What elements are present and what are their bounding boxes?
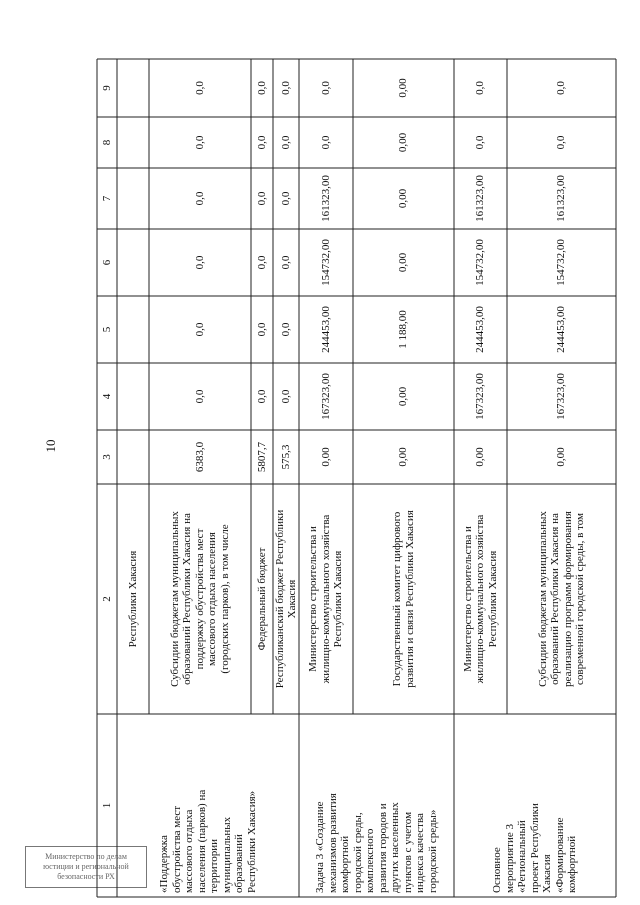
value-cell: 1 188,00 [397, 310, 410, 349]
value-cell: 0,00 [474, 447, 487, 467]
value-cell: 0,00 [397, 386, 410, 407]
value-cell: 0,0 [474, 81, 487, 95]
value-cell: 0,00 [397, 252, 410, 273]
source-cell: Республиканский бюджет Республики Хакасия [273, 509, 298, 689]
budget-table [97, 59, 616, 897]
row-label: Основное мероприятие 3 «Региональный проект Республики Хакасия «Формирование комфортной [491, 803, 579, 893]
source-cell: Субсидии бюджетам муниципальных образований Республики Хакасия на поддержку обустройства мест массового отдыха населения (городских парков), в том числе [168, 511, 231, 687]
value-cell: 161323,00 [319, 175, 332, 222]
row-label: «Поддержка обустройства мест массового отдыха населения (парков) на территории муниципальных образований Республики Хакасия» [158, 789, 258, 893]
stamp-line: юстиции и региональной [43, 862, 129, 871]
value-cell: 0,0 [255, 191, 268, 206]
stamp-line: безопасности РХ [57, 872, 115, 881]
value-cell [117, 59, 149, 117]
value-cell: 0,0 [474, 135, 487, 150]
value-cell [117, 117, 149, 168]
source-cell: Федеральный бюджет [255, 547, 268, 651]
source-cell: Республики Хакасия [126, 550, 139, 648]
column-number-9: 9 [100, 85, 113, 91]
value-cell: 244453,00 [319, 306, 332, 353]
value-cell: 6383,0 [193, 441, 206, 473]
value-cell: 244453,00 [555, 306, 568, 353]
value-cell: 0,0 [279, 191, 292, 206]
stamp-line: Министерство по делам [45, 852, 127, 861]
value-cell [117, 229, 149, 296]
value-cell: 0,0 [193, 191, 206, 206]
value-cell: 0,0 [193, 81, 206, 95]
value-cell: 0,00 [397, 188, 410, 209]
value-cell: 0,0 [319, 81, 332, 95]
value-cell: 0,0 [279, 322, 292, 337]
value-cell [117, 168, 149, 229]
value-cell: 244453,00 [474, 306, 487, 353]
value-cell: 0,0 [193, 322, 206, 337]
value-cell: 0,0 [193, 135, 206, 150]
value-cell: 575,3 [279, 444, 292, 470]
value-cell: 154732,00 [474, 239, 487, 286]
value-cell: 0,0 [279, 389, 292, 404]
value-cell: 0,00 [397, 78, 410, 98]
value-cell: 0,0 [193, 255, 206, 270]
column-number-2: 2 [100, 596, 113, 602]
value-cell: 0,0 [255, 322, 268, 337]
value-cell: 161323,00 [555, 175, 568, 222]
value-cell: 0,0 [255, 81, 268, 95]
value-cell [117, 296, 149, 363]
value-cell: 0,0 [193, 389, 206, 404]
value-cell: 154732,00 [319, 239, 332, 286]
value-cell: 154732,00 [555, 239, 568, 286]
value-cell: 0,0 [555, 135, 568, 150]
value-cell: 0,0 [555, 81, 568, 95]
row-label: Задача 3 «Создание механизмов развития комфортной городской среды, комплексного развития городов и других населенных пунктов с учетом индекса качества городской среды» [314, 793, 439, 893]
value-cell: 161323,00 [474, 175, 487, 222]
value-cell: 167323,00 [474, 373, 487, 420]
column-number-6: 6 [100, 259, 113, 266]
value-cell: 167323,00 [319, 373, 332, 420]
value-cell: 0,00 [397, 132, 410, 153]
value-cell [117, 430, 149, 484]
value-cell: 0,0 [279, 135, 292, 150]
page-number: 10 [43, 439, 58, 453]
column-number-5: 5 [100, 326, 113, 333]
value-cell: 0,0 [255, 255, 268, 270]
source-cell: Министерство строительства и жилищно-коммунального хозяйства Республики Хакасия [307, 514, 345, 684]
value-cell: 0,00 [555, 447, 568, 467]
column-number-1: 1 [100, 802, 113, 809]
value-cell: 0,0 [255, 135, 268, 150]
column-number-8: 8 [100, 139, 113, 146]
value-cell: 0,00 [397, 447, 410, 467]
value-cell: 167323,00 [555, 373, 568, 420]
column-number-7: 7 [100, 195, 113, 202]
source-cell: Государственный комитет цифрового развития и связи Республики Хакасия [391, 510, 416, 688]
source-cell: Министерство строительства и жилищно-коммунального хозяйства Республики Хакасия [461, 514, 499, 684]
value-cell: 0,0 [319, 135, 332, 150]
value-cell: 5807,7 [255, 441, 268, 473]
value-cell: 0,0 [279, 81, 292, 95]
value-cell: 0,0 [255, 389, 268, 404]
column-number-4: 4 [100, 393, 113, 400]
column-number-3: 3 [100, 454, 113, 460]
value-cell [117, 363, 149, 430]
value-cell: 0,00 [319, 447, 332, 467]
value-cell: 0,0 [279, 255, 292, 270]
source-cell: Субсидии бюджетам муниципальных образований Республики Хакасия на реализацию программ формирования современной городской среды, в том [536, 511, 586, 687]
